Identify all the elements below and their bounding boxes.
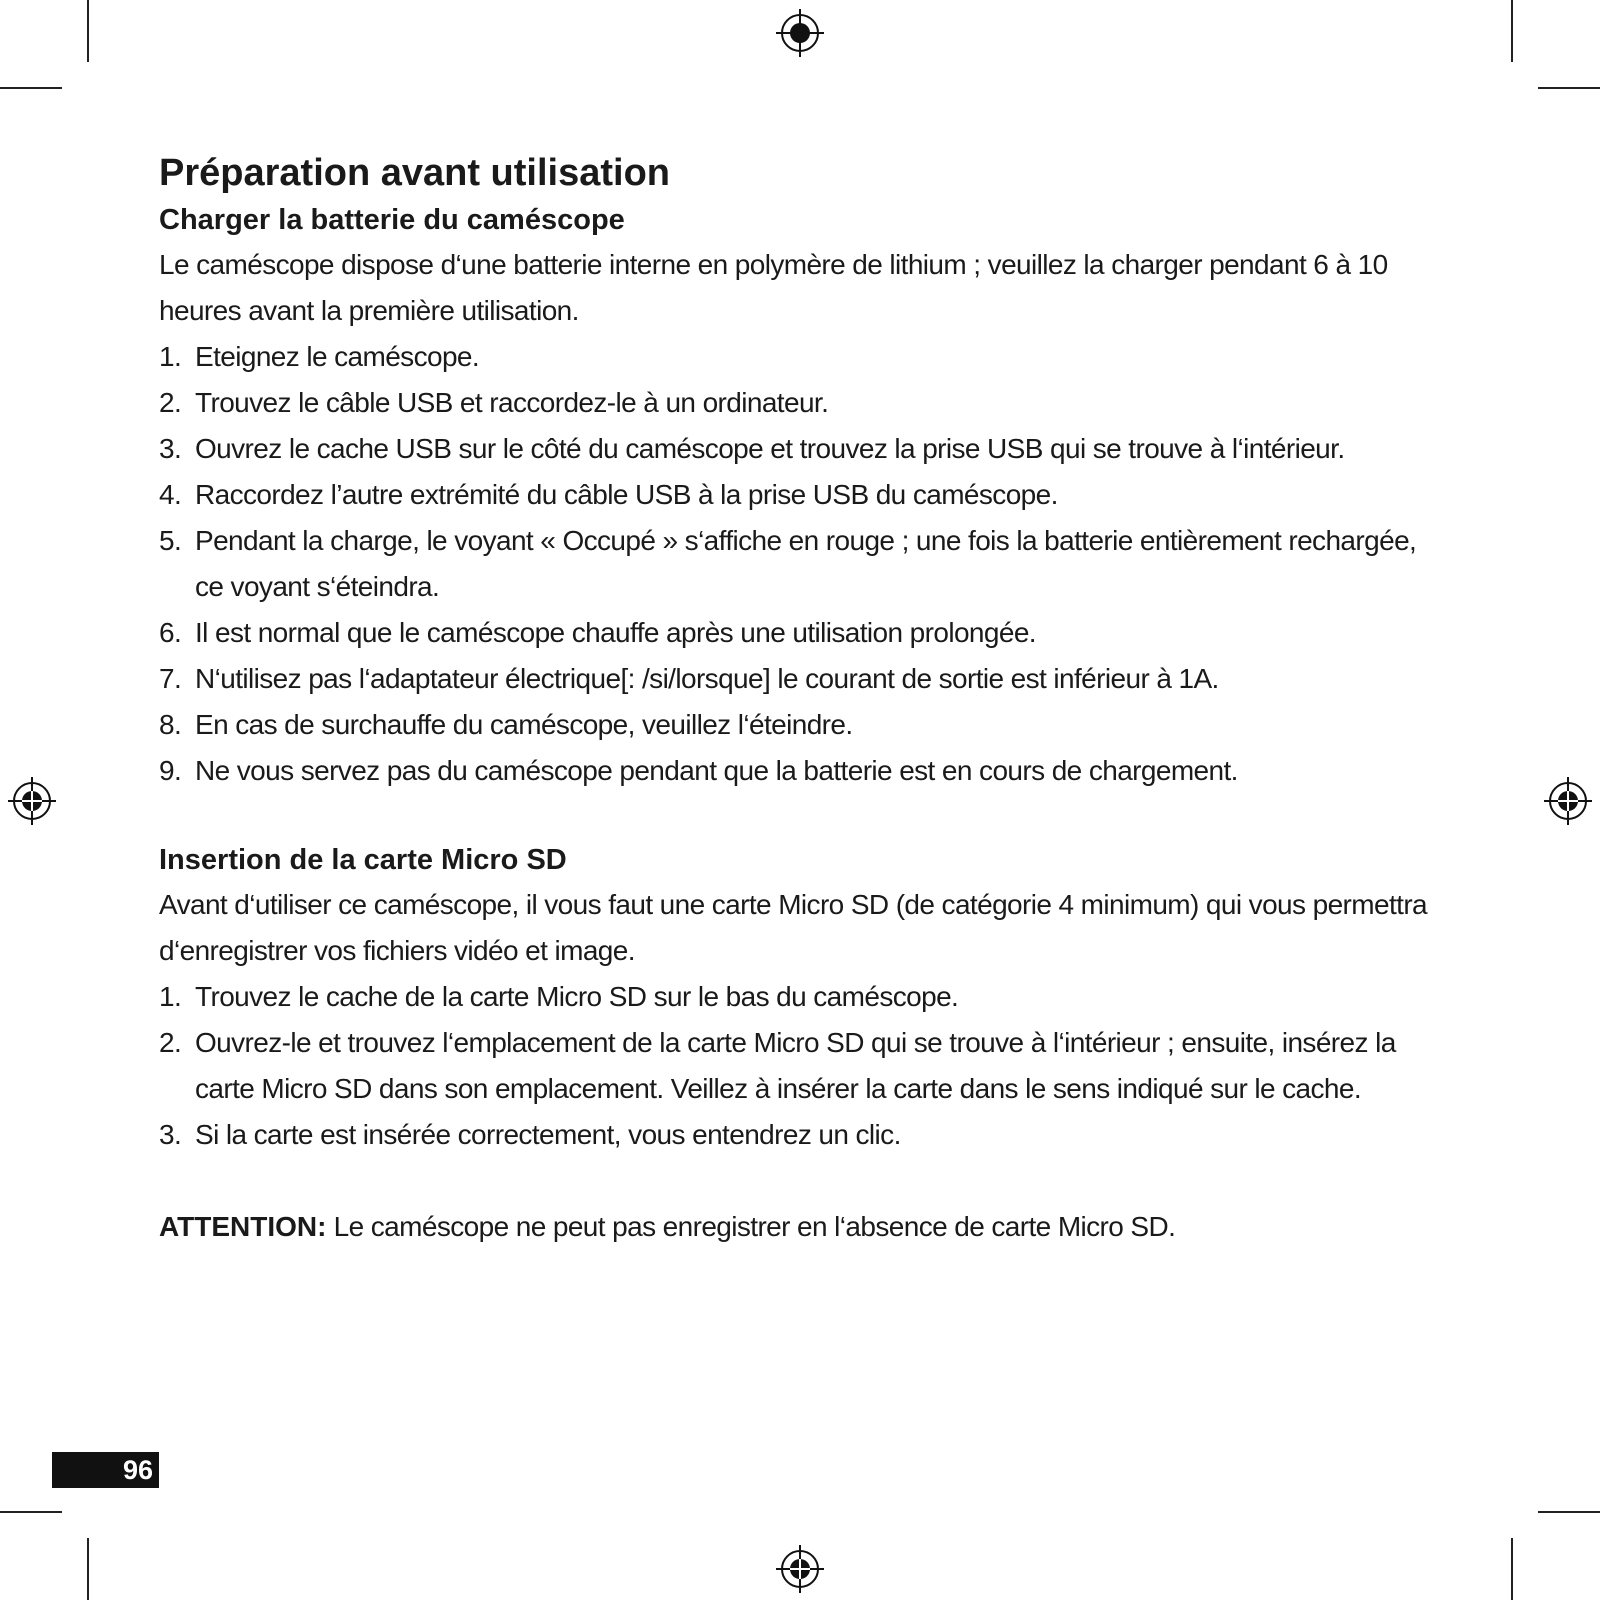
list-item (159, 1020, 1449, 1112)
crop-mark (0, 87, 62, 89)
registration-mark-icon (776, 1545, 824, 1593)
attention-note (159, 1204, 1449, 1250)
page-content (159, 148, 1449, 1250)
list-item (159, 472, 1449, 518)
list-item (159, 974, 1449, 1020)
step-number: 1. (159, 981, 182, 1012)
step-number: 9. (159, 755, 182, 786)
section-charging (159, 198, 1449, 794)
list-item (159, 518, 1449, 610)
step-number: 6. (159, 617, 182, 648)
steps-list (159, 334, 1449, 794)
step-text: Trouvez le cache de la carte Micro SD sur le bas du caméscope. (195, 981, 959, 1012)
crop-mark (87, 1538, 89, 1600)
list-item (159, 1112, 1449, 1158)
step-number: 7. (159, 663, 182, 694)
section-heading: Charger la batterie du caméscope (159, 204, 625, 236)
step-text: Pendant la charge, le voyant « Occupé » s‘affiche en rouge ; une fois la batterie entièrement rechargée, ce voyant s‘éteindra. (195, 525, 1417, 602)
crop-mark (1538, 87, 1600, 89)
step-number: 3. (159, 433, 182, 464)
list-item (159, 426, 1449, 472)
section-intro: Avant d‘utiliser ce caméscope, il vous faut une carte Micro SD (de catégorie 4 minimum) qui vous permettra d‘enregistrer vos fichiers vidéo et image. (159, 889, 1428, 966)
list-item (159, 748, 1449, 794)
step-text: Il est normal que le caméscope chauffe après une utilisation prolongée. (195, 617, 1036, 648)
registration-mark-icon (776, 9, 824, 57)
attention-text: Le caméscope ne peut pas enregistrer en l‘absence de carte Micro SD. (326, 1211, 1176, 1242)
steps-list (159, 974, 1449, 1158)
step-text: Ouvrez le cache USB sur le côté du caméscope et trouvez la prise USB qui se trouve à l‘intérieur. (195, 433, 1345, 464)
step-text: Ouvrez-le et trouvez l‘emplacement de la carte Micro SD qui se trouve à l‘intérieur ; ensuite, insérez la carte Micro SD dans son emplacement. Veillez à insérer la carte dans le sens indiqué sur le cache. (195, 1027, 1396, 1104)
spacer (159, 794, 1449, 838)
page-number: 96 (52, 1452, 159, 1488)
page-title: Préparation avant utilisation (159, 152, 670, 194)
registration-mark-icon (1544, 777, 1592, 825)
list-item (159, 380, 1449, 426)
list-item (159, 610, 1449, 656)
step-text: Eteignez le caméscope. (195, 341, 480, 372)
list-item (159, 702, 1449, 748)
section-micro-sd (159, 838, 1449, 1158)
registration-mark-icon (8, 777, 56, 825)
crop-mark (1538, 1511, 1600, 1513)
step-number: 4. (159, 479, 182, 510)
step-text: Raccordez l’autre extrémité du câble USB à la prise USB du caméscope. (195, 479, 1058, 510)
section-intro: Le caméscope dispose d‘une batterie interne en polymère de lithium ; veuillez la charger pendant 6 à 10 heures avant la première utilisation. (159, 249, 1388, 326)
crop-mark (87, 0, 89, 62)
step-number: 3. (159, 1119, 182, 1150)
attention-label: ATTENTION: (159, 1211, 327, 1242)
step-text: En cas de surchauffe du caméscope, veuillez l‘éteindre. (195, 709, 853, 740)
section-heading: Insertion de la carte Micro SD (159, 844, 567, 876)
step-number: 2. (159, 387, 182, 418)
crop-mark (0, 1511, 62, 1513)
list-item (159, 334, 1449, 380)
step-number: 8. (159, 709, 182, 740)
step-number: 1. (159, 341, 182, 372)
step-text: Si la carte est insérée correctement, vous entendrez un clic. (195, 1119, 901, 1150)
step-text: Ne vous servez pas du caméscope pendant que la batterie est en cours de chargement. (195, 755, 1238, 786)
crop-mark (1511, 0, 1513, 62)
step-text: Trouvez le câble USB et raccordez-le à un ordinateur. (195, 387, 829, 418)
step-text: N‘utilisez pas l‘adaptateur électrique[: /si/lorsque] le courant de sortie est inférieur à 1A. (195, 663, 1219, 694)
list-item (159, 656, 1449, 702)
spacer (159, 1158, 1449, 1204)
crop-mark (1511, 1538, 1513, 1600)
step-number: 2. (159, 1027, 182, 1058)
step-number: 5. (159, 525, 182, 556)
